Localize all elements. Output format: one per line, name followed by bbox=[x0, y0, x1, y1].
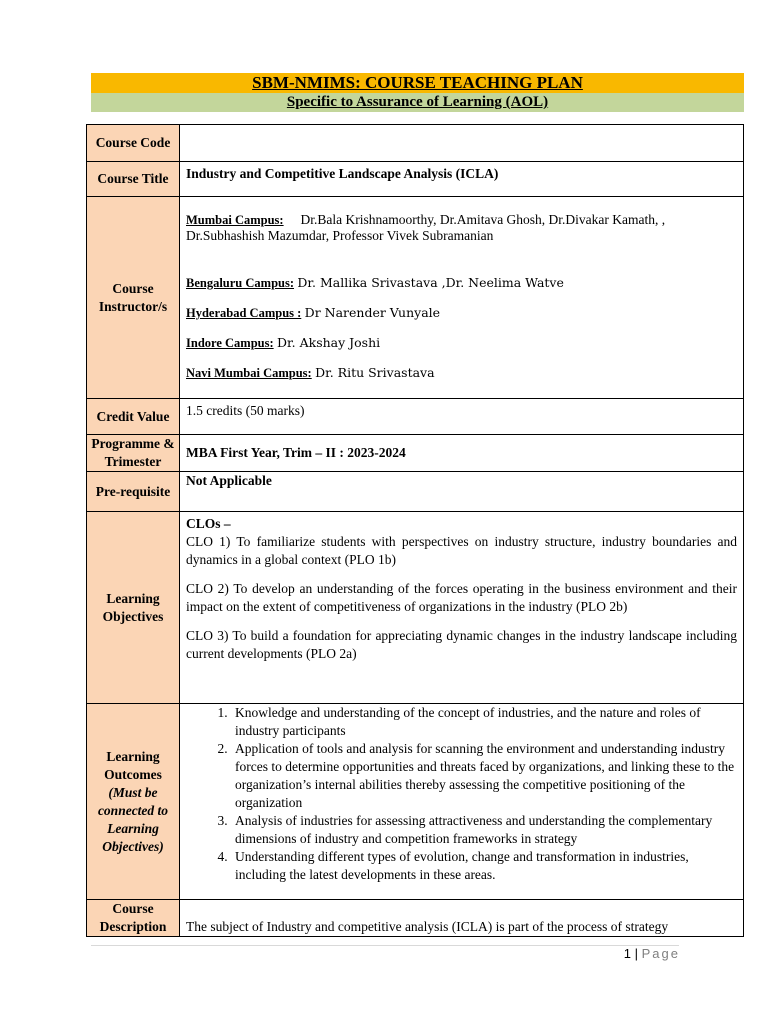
outcome-item: 1. Knowledge and understanding of the concept of industries, and the nature and roles of industry participants bbox=[231, 704, 737, 740]
campus-navi-mumbai: Navi Mumbai Campus: bbox=[186, 366, 312, 380]
page-separator: | bbox=[634, 946, 638, 961]
outcome-item: 2. Application of tools and analysis for scanning the environment and understanding industry forces to determine opportunities and threats faced by organizations, and linking these to the organization’s internal abilities thereby assessing the competitive positioning of the organization bbox=[231, 740, 737, 812]
row-instructors bbox=[87, 197, 744, 399]
label-instructors: Course Instructor/s bbox=[87, 197, 180, 399]
value-learning-outcomes bbox=[180, 704, 744, 900]
row-learning-outcomes bbox=[87, 704, 744, 900]
clos-heading: CLOs – bbox=[186, 516, 231, 531]
label-programme: Programme & Trimester bbox=[87, 435, 180, 472]
outcome-item: 3. Analysis of industries for assessing attractiveness and understanding the complementary dimensions of industry and competition frameworks in strategy bbox=[231, 812, 737, 848]
learning-outcomes-note: (Must be connected to Learning Objectives) bbox=[97, 784, 169, 854]
clo-1: CLO 1) To familiarize students with perspectives on industry structure, industry boundaries and dynamics in a global context (PLO 1b) bbox=[186, 534, 737, 567]
row-prerequisite bbox=[87, 472, 744, 512]
row-course-description bbox=[87, 900, 744, 937]
clo-2: CLO 2) To develop an understanding of the forces operating in the business environment and their impact on the extent of competitiveness of organizations in the industry (PLO 2b) bbox=[186, 581, 737, 614]
campus-bengaluru: Bengaluru Campus: bbox=[186, 276, 295, 290]
row-course-title bbox=[87, 162, 744, 197]
value-course-description: The subject of Industry and competitive analysis (ICLA) is part of the process of strategy bbox=[180, 900, 744, 937]
learning-outcomes-title: Learning Outcomes bbox=[104, 748, 162, 782]
value-course-code bbox=[180, 125, 744, 162]
campus-mumbai: Mumbai Campus: bbox=[186, 213, 284, 227]
value-prerequisite: Not Applicable bbox=[180, 472, 744, 512]
value-instructors bbox=[180, 197, 744, 399]
value-credit-value: 1.5 credits (50 marks) bbox=[180, 399, 744, 435]
value-learning-objectives bbox=[180, 512, 744, 704]
instructors-mumbai: Dr.Bala Krishnamoorthy, Dr.Amitava Ghosh, Dr.Divakar Kamath, , Dr.Subhashish Mazumdar, Professor Vivek Subramanian bbox=[186, 212, 666, 243]
clo-3: CLO 3) To build a foundation for appreciating dynamic changes in the industry landscape including current developments (PLO 2a) bbox=[186, 628, 737, 661]
row-programme bbox=[87, 435, 744, 472]
outcomes-list bbox=[186, 704, 737, 884]
instructors-navi-mumbai: Dr. Ritu Srivastava bbox=[315, 365, 435, 380]
value-programme: MBA First Year, Trim – II : 2023-2024 bbox=[180, 435, 744, 472]
label-credit-value: Credit Value bbox=[87, 399, 180, 435]
campus-indore: Indore Campus: bbox=[186, 336, 274, 350]
campus-hyderabad: Hyderabad Campus : bbox=[186, 306, 302, 320]
label-learning-objectives: Learning Objectives bbox=[87, 512, 180, 704]
document-title: SBM-NMIMS: COURSE TEACHING PLAN bbox=[91, 73, 744, 93]
instructors-bengaluru: Dr. Mallika Srivastava ,Dr. Neelima Watve bbox=[297, 275, 564, 290]
row-credit-value bbox=[87, 399, 744, 435]
page-footer bbox=[590, 946, 680, 961]
course-plan-table bbox=[86, 124, 744, 937]
document-subtitle: Specific to Assurance of Learning (AOL) bbox=[91, 93, 744, 112]
label-course-code: Course Code bbox=[87, 125, 180, 162]
value-course-title: Industry and Competitive Landscape Analysis (ICLA) bbox=[180, 162, 744, 197]
instructors-hyderabad: Dr Narender Vunyale bbox=[304, 305, 441, 320]
row-learning-objectives bbox=[87, 512, 744, 704]
page-word: Page bbox=[641, 946, 680, 961]
label-course-description: Course Description bbox=[87, 900, 180, 937]
label-learning-outcomes bbox=[87, 704, 180, 900]
page-number: 1 bbox=[623, 946, 631, 961]
label-prerequisite: Pre-requisite bbox=[87, 472, 180, 512]
row-course-code bbox=[87, 125, 744, 162]
label-course-title: Course Title bbox=[87, 162, 180, 197]
instructors-indore: Dr. Akshay Joshi bbox=[277, 335, 381, 350]
outcome-item: 4. Understanding different types of evolution, change and transformation in industries, including the latest developments in these areas. bbox=[231, 848, 737, 884]
